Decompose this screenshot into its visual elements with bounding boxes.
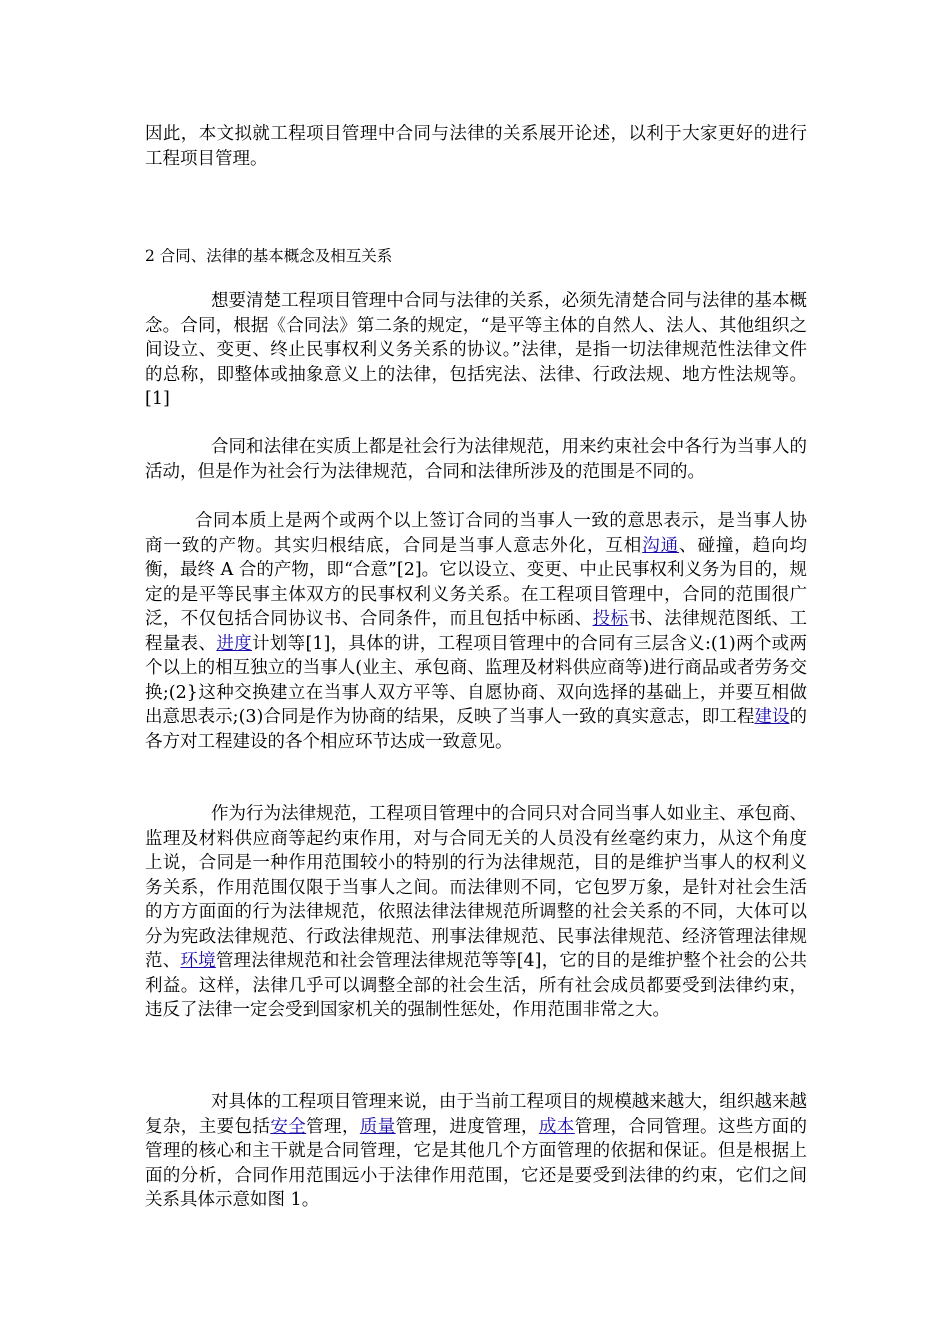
text-segment: 、碰撞，趋向均衡，最终 A 合的产物，即“合意”[2]。它以设立、变更、中止民事权利义务为目的，规定的是平等民事主体双方的民事权利义务关系。在工程项目管理中，合同的范围很广泛，不仅包括合同协议书、合同条件，而且包括中标函、 <box>145 535 808 629</box>
link-huanjing[interactable]: 环境 <box>180 951 216 971</box>
paragraph-concepts: 想要清楚工程项目管理中合同与法律的关系，必须先清楚合同与法律的基本概念。合同，根据《合同法》第二条的规定，“是平等主体的自然人、法人、其他组织之间设立、变更、终止民事权利义务关系的协议。”法律，是指一切法律规范性法律文件的总称，即整体或抽象意义上的法律，包括宪法、法律、行政法规、地方性法规等。[1] <box>145 291 807 409</box>
text-segment: 对具体的工程项目管理来说，由于当前工程项目的规模越来越大，组织越来越复杂，主要包括 <box>145 1092 807 1137</box>
link-chengben[interactable]: 成本 <box>538 1116 575 1137</box>
text-segment: 管理法律规范和社会管理法律规范等等[4]，它的目的是维护整个社会的公共利益。这样，法律几乎可以调整全部的社会生活，所有社会成员都要受到法律约束，违反了法律一定会受到国家机关的强制性惩处，作用范围非常之大。 <box>145 951 808 1020</box>
paragraph-contract-essence <box>145 509 807 754</box>
paragraph-scope: 合同和法律在实质上都是社会行为法律规范，用来约束社会中各行为当事人的活动，但是作为社会行为法律规范，合同和法律所涉及的范围是不同的。 <box>145 437 807 482</box>
text-segment: 管理，合同管理。这些方面的管理的核心和主干就是合同管理，它是其他几个方面管理的依据和保证。但是根据上面的分析，合同作用范围远小于法律作用范围，它还是要受到法律的约束，它们之间关系具体示意如图 1。 <box>145 1116 808 1210</box>
intro-paragraph: 因此，本文拟就工程项目管理中合同与法律的关系展开论述，以利于大家更好的进行工程项目管理。 <box>145 124 807 169</box>
link-toubiao[interactable]: 投标 <box>592 609 629 629</box>
text-segment: 书、法律规范图纸、工程量表、 <box>145 609 808 654</box>
section-heading: 2 合同、法律的基本概念及相互关系 <box>145 247 393 265</box>
text-segment: 的各方对工程建设的各个相应环节达成一致意见。 <box>145 707 807 752</box>
link-anquan[interactable]: 安全 <box>270 1116 307 1137</box>
text-segment: 管理， <box>306 1116 360 1137</box>
link-jindu[interactable]: 进度 <box>216 633 252 654</box>
text-segment: 计划等[1]，具体的讲，工程项目管理中的合同有三层含义:(1)两个或两个以上的相互独立的当事人(业主、承包商、监理及材料供应商等)进行商品或者劳务交换;(2}这种交换建立在当事人双方平等、自愿协商、双向选择的基础上，并要互相做出意思表示;(3)合同是作为协商的结果，反映了当事人一致的真实意志，即工程 <box>145 633 808 727</box>
link-zhiliang[interactable]: 质量 <box>359 1116 396 1137</box>
paragraph-project-management <box>145 1090 807 1213</box>
link-jianshe[interactable]: 建设 <box>754 707 790 727</box>
text-segment: 管理，进度管理， <box>395 1116 539 1137</box>
link-goutong[interactable]: 沟通 <box>642 535 680 556</box>
text-segment: 合同本质上是两个或两个以上签订合同的当事人一致的意思表示，是当事人协商一致的产物。其实归根结底，合同是当事人意志外化，互相 <box>145 511 807 556</box>
paragraph-law-scope <box>145 802 807 1023</box>
text-segment: 作为行为法律规范，工程项目管理中的合同只对合同当事人如业主、承包商、监理及材料供应商等起约束作用，对与合同无关的人员没有丝毫约束力，从这个角度上说，合同是一种作用范围较小的特别的行为法律规范，目的是维护当事人的权利义务关系，作用范围仅限于当事人之间。而法律则不同，它包罗万象，是针对社会生活的方方面面的行为法律规范，依照法律法律规范所调整的社会关系的不同，大体可以分为宪政法律规范、行政法律规范、刑事法律规范、民事法律规范、经济管理法律规范、 <box>145 804 807 971</box>
